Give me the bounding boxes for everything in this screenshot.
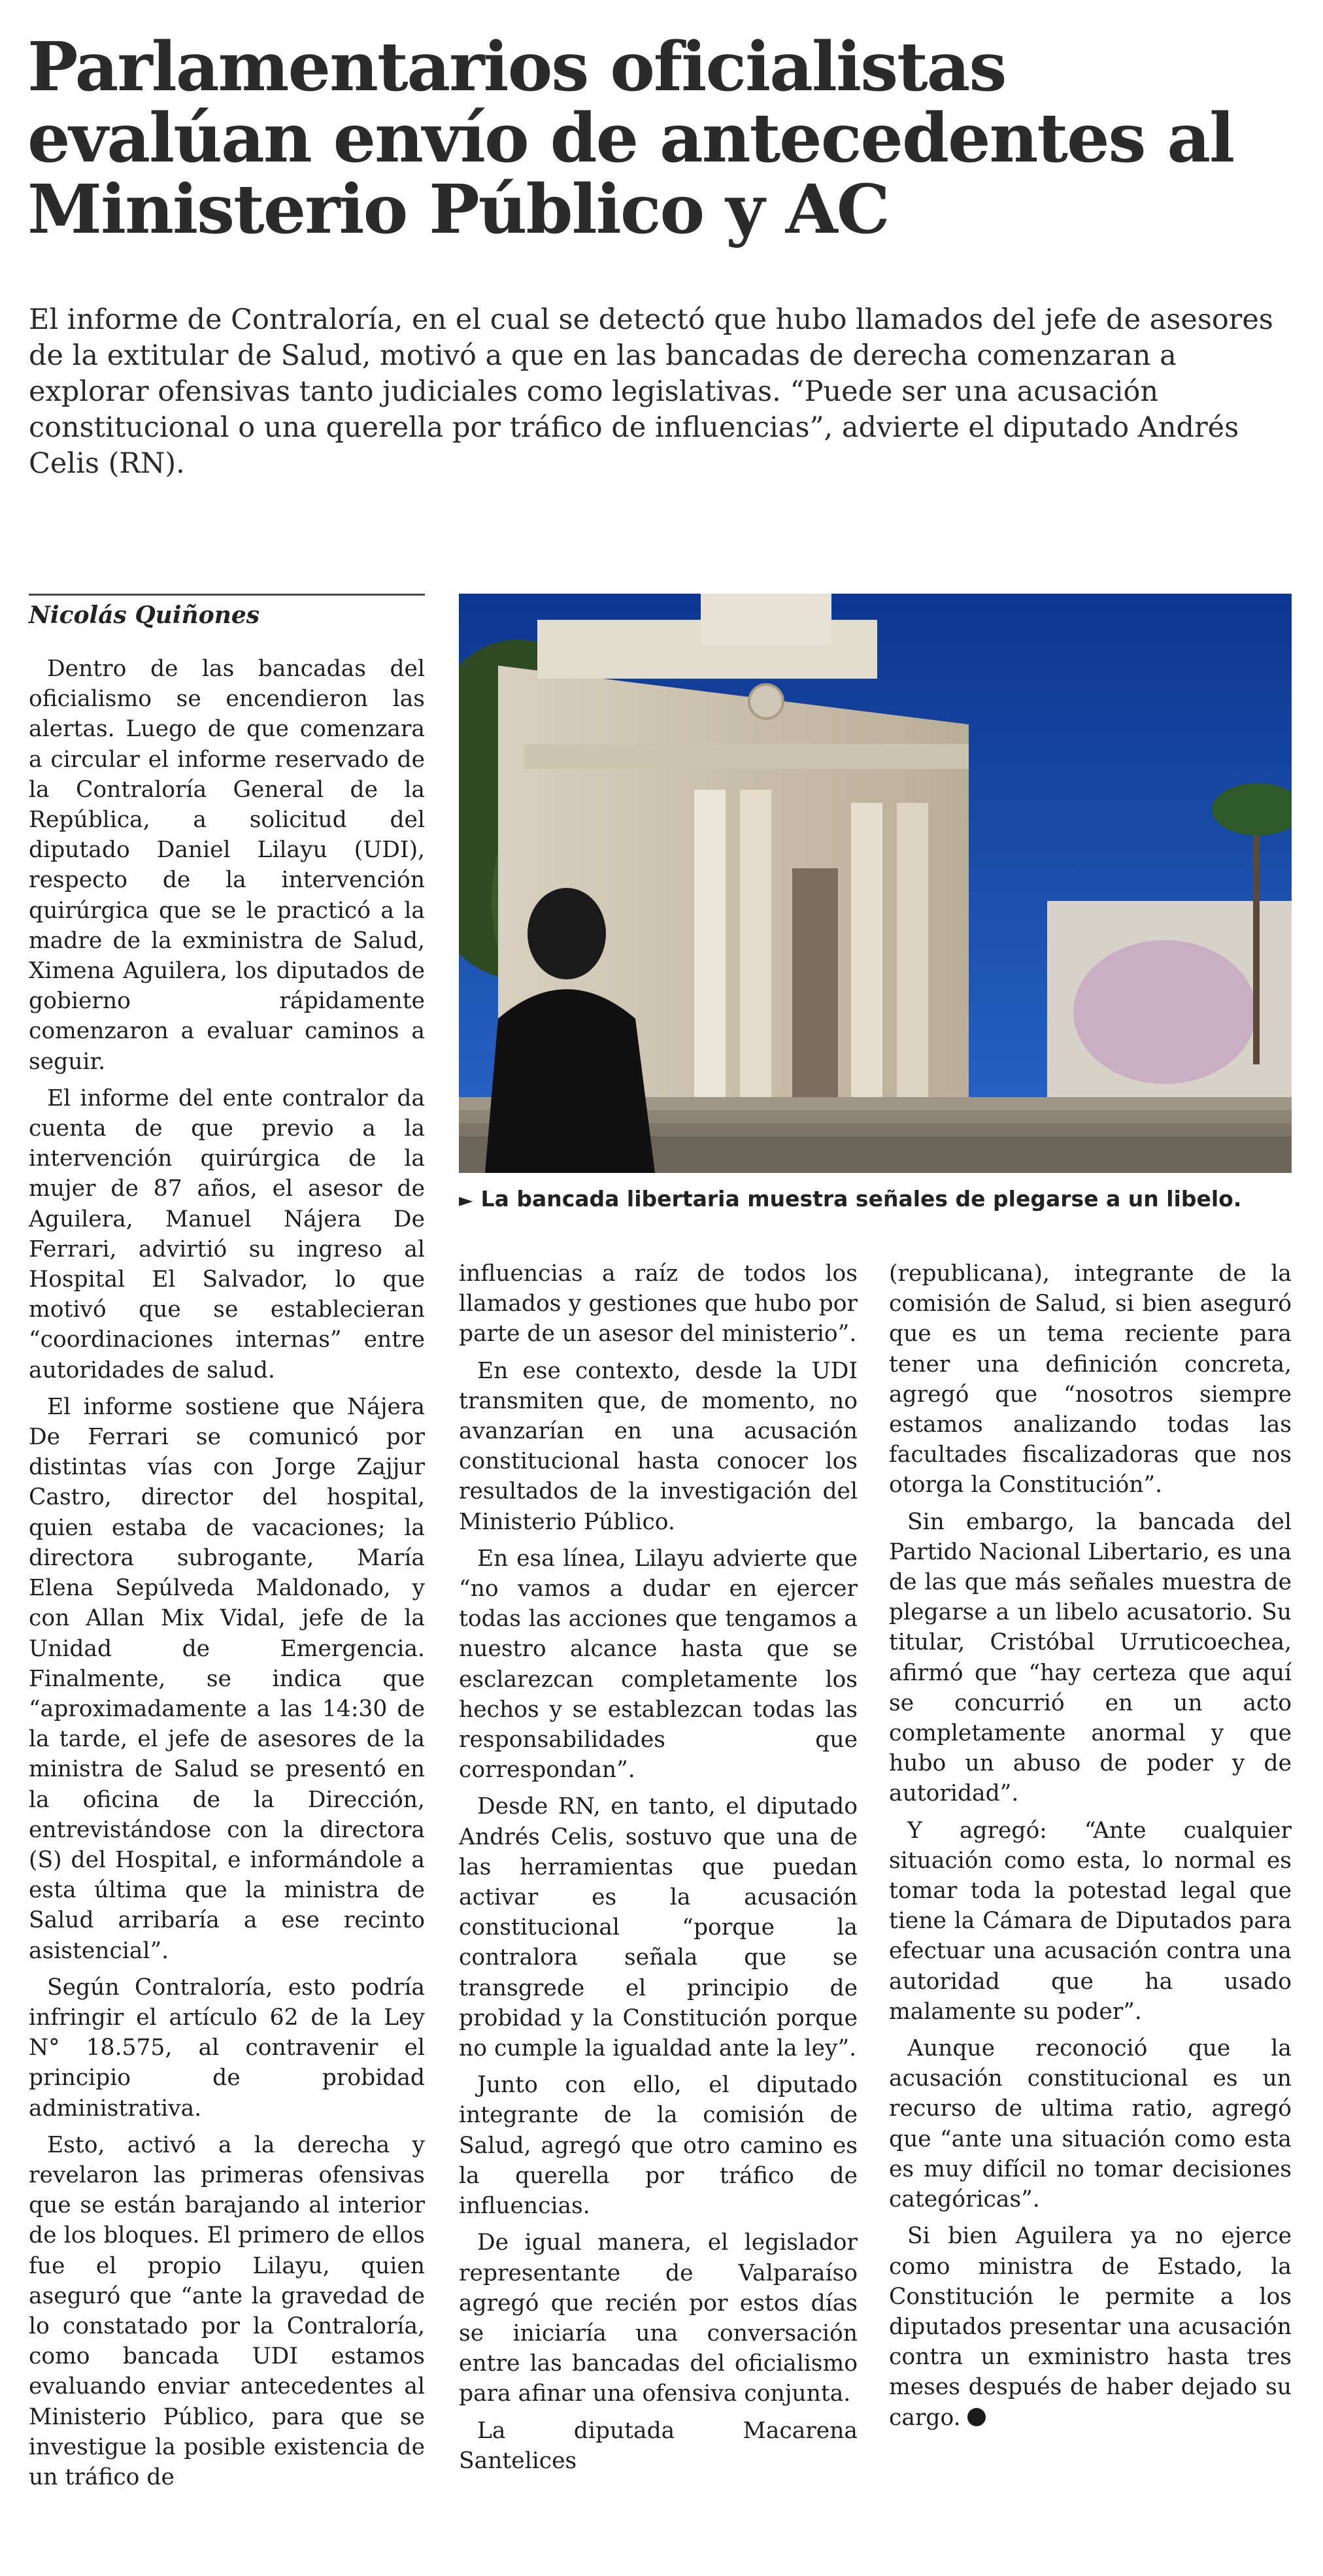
paragraph: Esto, activó a la derecha y revelaron las primeras ofensivas que se están barajando al interior de los bloques. El primero de ellos fue el propio Lilayu, quien aseguró que “ante la gravedad de lo constatado por la Contraloría, como bancada UDI estamos evaluando enviar antecedentes al Ministerio Público, para que se investigue la posible existencia de un tráfico de <box>29 2131 425 2490</box>
paragraph: influencias a raíz de todos los llamados y gestiones que hubo por parte de un asesor del ministerio”. <box>459 1261 858 1347</box>
caption-text: La bancada libertaria muestra señales de plegarse a un libelo. <box>480 1186 1242 1212</box>
paragraph: De igual manera, el legislador representante de Valparaíso agregó que recién por estos días se iniciaría una conversación entre las bancadas del oficialismo para afinar una ofensiva conjunta. <box>459 2229 858 2407</box>
article-photo <box>459 594 1292 1173</box>
photo-caption <box>459 1185 1292 1215</box>
paragraph: Según Contraloría, esto podría infringir el artículo 62 de la Ley N° 18.575, al contravenir el principio de probidad administrativa. <box>29 1974 425 2122</box>
paragraph: Y agregó: “Ante cualquier situación como esta, lo normal es tomar toda la potestad legal que tiene la Cámara de Diputados para efectuar una acusación contra una autoridad que ha usado malamente su poder”. <box>889 1817 1292 2025</box>
paragraph: En esa línea, Lilayu advierte que “no vamos a dudar en ejercer todas las acciones que tengamos a nuestro alcance hasta que se esclarezcan completamente los hechos y se establezcan todas las responsabilidades que correspondan”. <box>459 1545 858 1784</box>
paragraph: Aunque reconoció que la acusación constitucional es un recurso de ultima ratio, agregó que “ante una situación como esta es muy difícil no tomar decisiones categóricas”. <box>889 2035 1292 2213</box>
paragraph: La diputada Macarena Santelices <box>459 2417 858 2474</box>
paragraph: (republicana), integrante de la comisión de Salud, si bien aseguró que es un tema reciente para tener una definición concreta, agregó que “nosotros siempre estamos analizando todas las facultades fiscalizadoras que nos otorga la Constitución”. <box>889 1261 1292 1499</box>
building-illustration <box>459 594 1292 1173</box>
paragraph: Sin embargo, la bancada del Partido Nacional Libertario, es una de las que más señales muestra de plegarse a un libelo acusatorio. Su titular, Cristóbal Urruticoechea, afirmó que “hay certeza que aquí se concurrió en un acto completamente anormal y que hubo un abuso de poder y de autoridad”. <box>889 1508 1292 1807</box>
article-column-2 <box>459 1259 858 2483</box>
end-of-article-icon <box>967 2408 986 2426</box>
paragraph: Dentro de las bancadas del oficialismo se encendieron las alertas. Luego de que comenzara a circular el informe reservado de la Contraloría General de la República, a solicitud del diputado Daniel Lilayu (UDI), respecto de la intervención quirúrgica que se le practicó a la madre de la exministra de Salud, Ximena Aguilera, los diputados de gobierno rápidamente comenzaron a evaluar caminos a seguir. <box>29 656 425 1075</box>
paragraph: Junto con ello, el diputado integrante de la comisión de Salud, agregó que otro camino es la querella por tráfico de influencias. <box>459 2072 858 2220</box>
article-column-3 <box>889 1259 1292 2439</box>
paragraph-text: Si bien Aguilera ya no ejerce como ministra de Estado, la Constitución le permite a los diputados presentar una acusación contra un exministro hasta tres meses después de haber dejado su cargo. <box>889 2223 1292 2431</box>
byline: Nicolás Quiñones <box>29 602 260 629</box>
headline: Parlamentarios oficialistas evalúan envío de antecedentes al Ministerio Público y AC <box>27 27 1234 249</box>
paragraph: El informe del ente contralor da cuenta de que previo a la intervención quirúrgica de la mujer de 87 años, el asesor de Aguilera, Manuel Nájera De Ferrari, advirtió su ingreso al Hospital El Salvador, lo que motivó que se establecieran “coordinaciones internas” entre autoridades de salud. <box>29 1085 425 1383</box>
caption-marker-icon: ► <box>459 1189 473 1211</box>
paragraph <box>889 2221 1292 2432</box>
byline-rule <box>29 594 425 596</box>
article-column-1 <box>29 654 425 2499</box>
paragraph: En ese contexto, desde la UDI transmiten que, de momento, no avanzarían en una acusación constitucional hasta conocer los resultados de la investigación del Ministerio Público. <box>459 1357 858 1535</box>
paragraph: Desde RN, en tanto, el diputado Andrés Celis, sostuvo que una de las herramientas que puedan activar es la acusación constitucional “porque la contralora señala que se transgrede el principio de probidad y la Constitución porque no cumple la igualdad ante la ley”. <box>459 1793 858 2062</box>
paragraph: El informe sostiene que Nájera De Ferrari se comunicó por distintas vías con Jorge Zajjur Castro, director del hospital, quien estaba de vacaciones; la directora subrogante, María Elena Sepúlveda Maldonado, y con Allan Mix Vidal, jefe de la Unidad de Emergencia. Finalmente, se indica que “aproximadamente a las 14:30 de la tarde, el jefe de asesores de la ministra de Salud se presentó en la oficina de la Dirección, entrevistándose con la directora (S) del Hospital, e informándole a esta última que la ministra de Salud arribaría a ese recinto asistencial”. <box>29 1393 425 1964</box>
lede: El informe de Contraloría, en el cual se detectó que hubo llamados del jefe de asesores de la extitular de Salud, motivó a que en las bancadas de derecha comenzaran a explorar ofensivas tanto judiciales como legislativas. “Puede ser una acusación constitucional o una querella por tráfico de influencias”, advierte el diputado Andrés Celis (RN). <box>29 303 1273 480</box>
